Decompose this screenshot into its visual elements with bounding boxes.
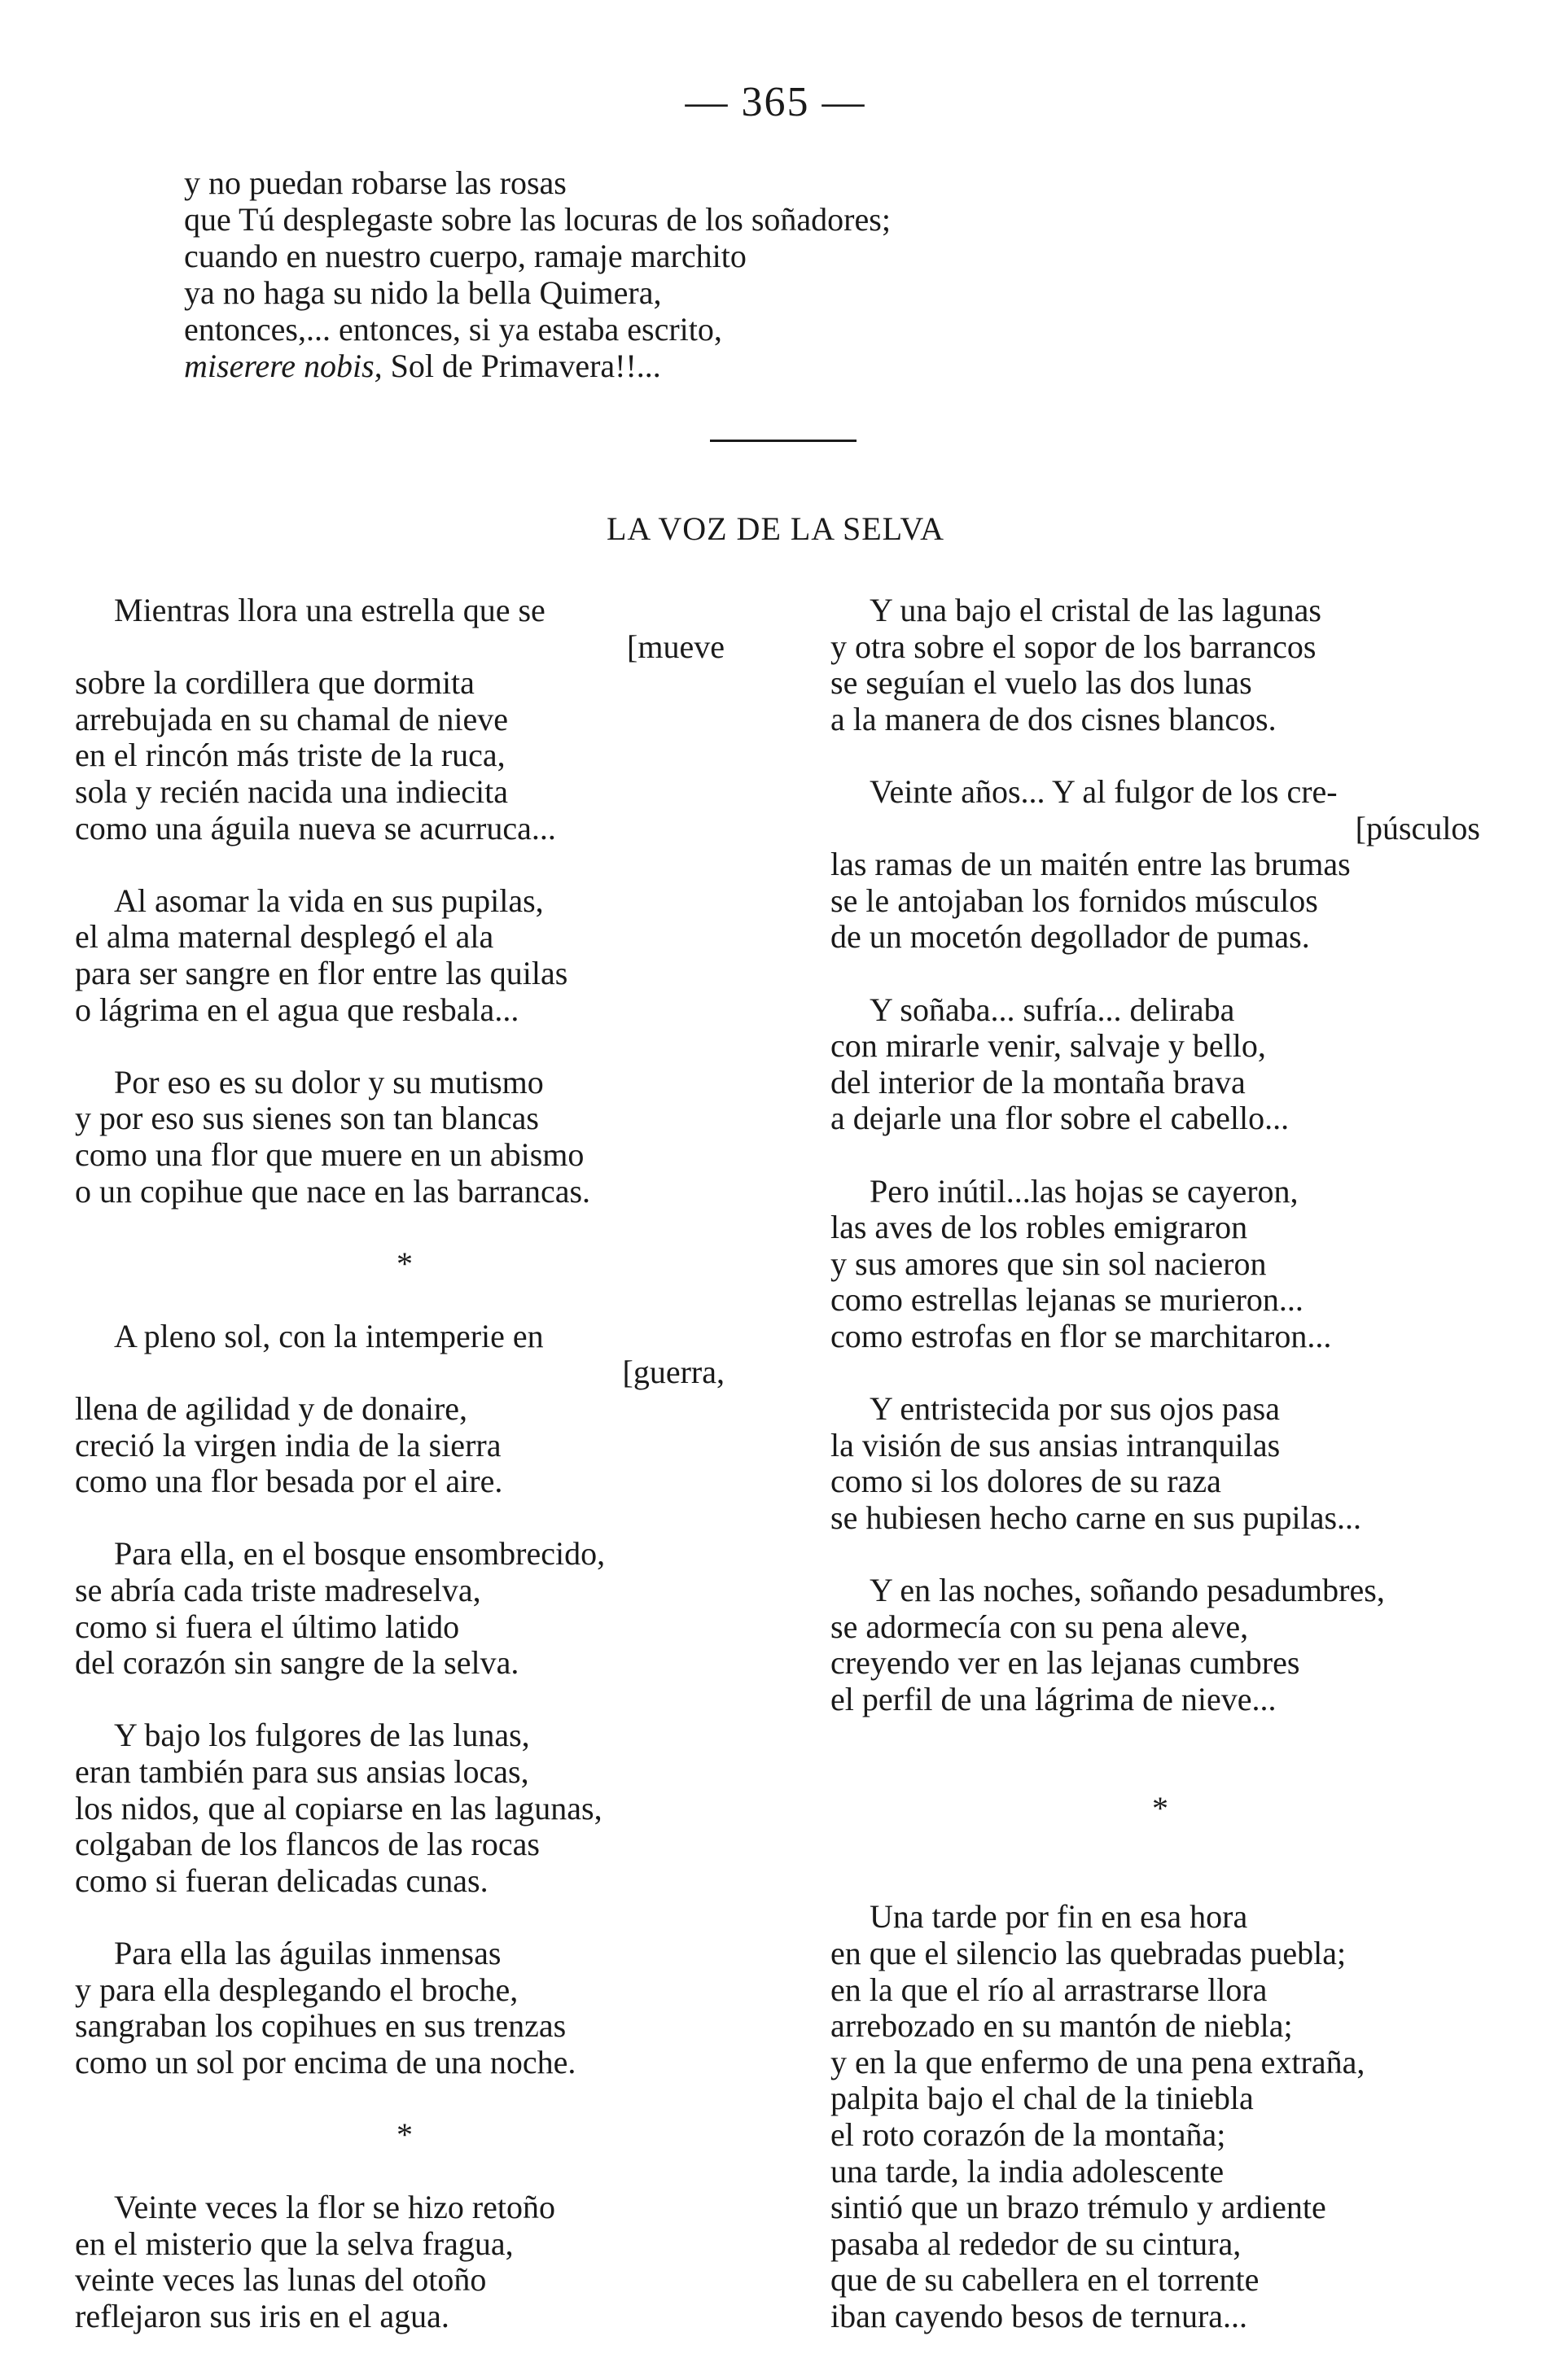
verse-line: las ramas de un maitén entre las brumas	[830, 846, 1351, 883]
verse-line: Y entristecida por sus ojos pasa	[870, 1390, 1280, 1428]
verse-line: Y soñaba... sufría... deliraba	[870, 991, 1235, 1028]
verse-line: el alma maternal desplegó el ala	[75, 918, 494, 956]
verse-line: Una tarde por fin en esa hora	[870, 1898, 1248, 1936]
verse-line: del interior de la montaña brava	[830, 1063, 1246, 1100]
verse-line: se abría cada triste madreselva,	[75, 1572, 481, 1609]
verse-line: sola y recién nacida una indiecita	[75, 772, 508, 810]
right-column	[830, 593, 1490, 2335]
verse-line: o un copihue que nace en las barrancas.	[75, 1172, 591, 1210]
verse-line: A pleno sol, con la intemperie en	[114, 1317, 544, 1354]
verse-line: como si fueran delicadas cunas.	[75, 1862, 489, 1899]
verse-line: eran también para sus ansias locas,	[75, 1753, 529, 1790]
stanza	[75, 1065, 734, 1210]
verse-line: y en la que enfermo de una pena extraña,	[830, 2043, 1365, 2080]
verse-line: Y en las noches, soñando pesadumbres,	[870, 1572, 1385, 1609]
verse-line: del corazón sin sangre de la selva.	[75, 1644, 519, 1682]
intro-line: ya no haga su nido la bella Quimera,	[184, 274, 662, 311]
verse-line: las aves de los robles emigraron	[830, 1209, 1248, 1246]
stanza	[830, 774, 1490, 956]
verse-line: veinte veces las lunas del otoño	[75, 2261, 487, 2299]
verse-line: sintió que un brazo trémulo y ardiente	[830, 2189, 1326, 2226]
stanza	[830, 593, 1490, 737]
intro-italic-phrase: miserere nobis,	[184, 348, 383, 384]
verse-line: como una águila nueva se acurruca...	[75, 809, 556, 847]
verse-line: creyendo ver en las lejanas cumbres	[830, 1644, 1300, 1682]
stanza	[75, 2190, 734, 2334]
intro-stanza	[184, 164, 1324, 384]
verse-line: en la que el río al arrastrarse llora	[830, 1971, 1268, 2008]
verse-line: sangraban los copihues en sus trenzas	[75, 2007, 567, 2045]
verse-line: pasaba al rededor de su cintura,	[830, 2225, 1242, 2262]
verse-line: palpita bajo el chal de la tiniebla	[830, 2080, 1254, 2117]
verse-line: el roto corazón de la montaña;	[830, 2115, 1226, 2153]
verse-line: en el rincón más triste de la ruca,	[75, 737, 506, 774]
stanza	[75, 593, 734, 847]
verse-line: el perfil de una lágrima de nieve...	[830, 1680, 1277, 1717]
section-asterisk: *	[397, 1245, 413, 1282]
section-divider-rule	[710, 440, 857, 442]
verse-line: para ser sangre en flor entre las quilas	[75, 954, 568, 991]
verse-line: en que el silencio las quebradas puebla;	[830, 1934, 1347, 1971]
verse-line: colgaban de los flancos de las rocas	[75, 1826, 540, 1863]
intro-line: entonces,... entonces, si ya estaba escrito,	[184, 311, 722, 348]
verse-line: a dejarle una flor sobre el cabello...	[830, 1100, 1290, 1137]
verse-line: y por eso sus sienes son tan blancas	[75, 1100, 539, 1137]
verse-line: en el misterio que la selva fragua,	[75, 2225, 514, 2262]
verse-line: a la manera de dos cisnes blancos.	[830, 700, 1277, 737]
intro-line-last	[184, 348, 1324, 384]
stanza	[75, 1936, 734, 2080]
verse-line: como una flor que muere en un abismo	[75, 1135, 585, 1173]
intro-line-rest: Sol de Primavera!!...	[382, 348, 661, 384]
section-asterisk: *	[1152, 1789, 1168, 1827]
verse-continuation: [mueve	[627, 628, 725, 665]
verse-line: y sus amores que sin sol nacieron	[830, 1245, 1267, 1282]
verse-line: llena de agilidad y de donaire,	[75, 1390, 468, 1428]
verse-line: como si los dolores de su raza	[830, 1463, 1221, 1500]
verse-line: con mirarle venir, salvaje y bello,	[830, 1027, 1266, 1065]
verse-continuation: [púsculos	[1355, 809, 1480, 847]
verse-line: de un mocetón degollador de pumas.	[830, 918, 1310, 956]
verse-line: se seguían el vuelo las dos lunas	[830, 664, 1252, 702]
stanza	[830, 1573, 1490, 1717]
verse-continuation: [guerra,	[622, 1354, 725, 1391]
intro-line: cuando en nuestro cuerpo, ramaje marchito	[184, 238, 747, 274]
verse-line: reflejaron sus iris en el agua.	[75, 2297, 449, 2334]
stanza	[75, 1717, 734, 1899]
vertical-spacer	[830, 1754, 1490, 1791]
verse-line: arrebozado en su mantón de niebla;	[830, 2007, 1293, 2045]
stanza	[830, 1391, 1490, 1536]
verse-line: o lágrima en el agua que resbala...	[75, 991, 519, 1028]
verse-line: Veinte veces la flor se hizo retoño	[114, 2189, 556, 2226]
poem-title: LA VOZ DE LA SELVA	[606, 510, 945, 547]
verse-line: y para ella desplegando el broche,	[75, 1971, 519, 2008]
verse-line: arrebujada en su chamal de nieve	[75, 700, 508, 737]
stanza	[830, 1174, 1490, 1355]
verse-line: se hubiesen hecho carne en sus pupilas...	[830, 1498, 1362, 1536]
verse-line: Y bajo los fulgores de las lunas,	[114, 1717, 530, 1754]
page-number: — 365 —	[685, 79, 866, 125]
stanza	[830, 1899, 1490, 2334]
stanza	[75, 883, 734, 1028]
stanza	[75, 1536, 734, 1681]
verse-line: iban cayendo besos de ternura...	[830, 2297, 1248, 2334]
verse-line: Mientras llora una estrella que se	[114, 592, 545, 628]
verse-line: como una flor besada por el aire.	[75, 1463, 503, 1500]
intro-line: que Tú desplegaste sobre las locuras de los soñadores;	[184, 201, 891, 238]
verse-line: como estrellas lejanas se murieron...	[830, 1281, 1303, 1319]
verse-line: Pero inútil...las hojas se cayeron,	[870, 1172, 1299, 1210]
verse-line: creció la virgen india de la sierra	[75, 1426, 502, 1463]
stanza	[830, 992, 1490, 1137]
vertical-spacer	[830, 1863, 1490, 1900]
verse-line: la visión de sus ansias intranquilas	[830, 1426, 1281, 1463]
verse-line: Para ella las águilas inmensas	[114, 1934, 502, 1971]
verse-line: y otra sobre el sopor de los barrancos	[830, 628, 1317, 665]
intro-line: y no puedan robarse las rosas	[184, 164, 567, 201]
verse-line: se le antojaban los fornidos músculos	[830, 882, 1318, 919]
verse-line: que de su cabellera en el torrente	[830, 2261, 1260, 2299]
left-column	[75, 593, 734, 2335]
verse-line: sobre la cordillera que dormita	[75, 664, 475, 702]
section-asterisk: *	[397, 2115, 413, 2153]
verse-line: Y una bajo el cristal de las lagunas	[870, 592, 1321, 628]
verse-line: Por eso es su dolor y su mutismo	[114, 1063, 544, 1100]
verse-line: como un sol por encima de una noche.	[75, 2043, 576, 2080]
verse-line: como estrofas en flor se marchitaron...	[830, 1317, 1332, 1354]
verse-line: una tarde, la india adolescente	[830, 2152, 1225, 2190]
verse-line: se adormecía con su pena aleve,	[830, 1608, 1249, 1645]
verse-line: Para ella, en el bosque ensombrecido,	[114, 1535, 606, 1573]
verse-line: Veinte años... Y al fulgor de los cre-	[870, 772, 1338, 810]
verse-line: los nidos, que al copiarse en las lagunas,	[75, 1789, 602, 1827]
verse-line: como si fuera el último latido	[75, 1608, 460, 1645]
stanza	[75, 1319, 734, 1500]
verse-line: Al asomar la vida en sus pupilas,	[114, 882, 544, 919]
